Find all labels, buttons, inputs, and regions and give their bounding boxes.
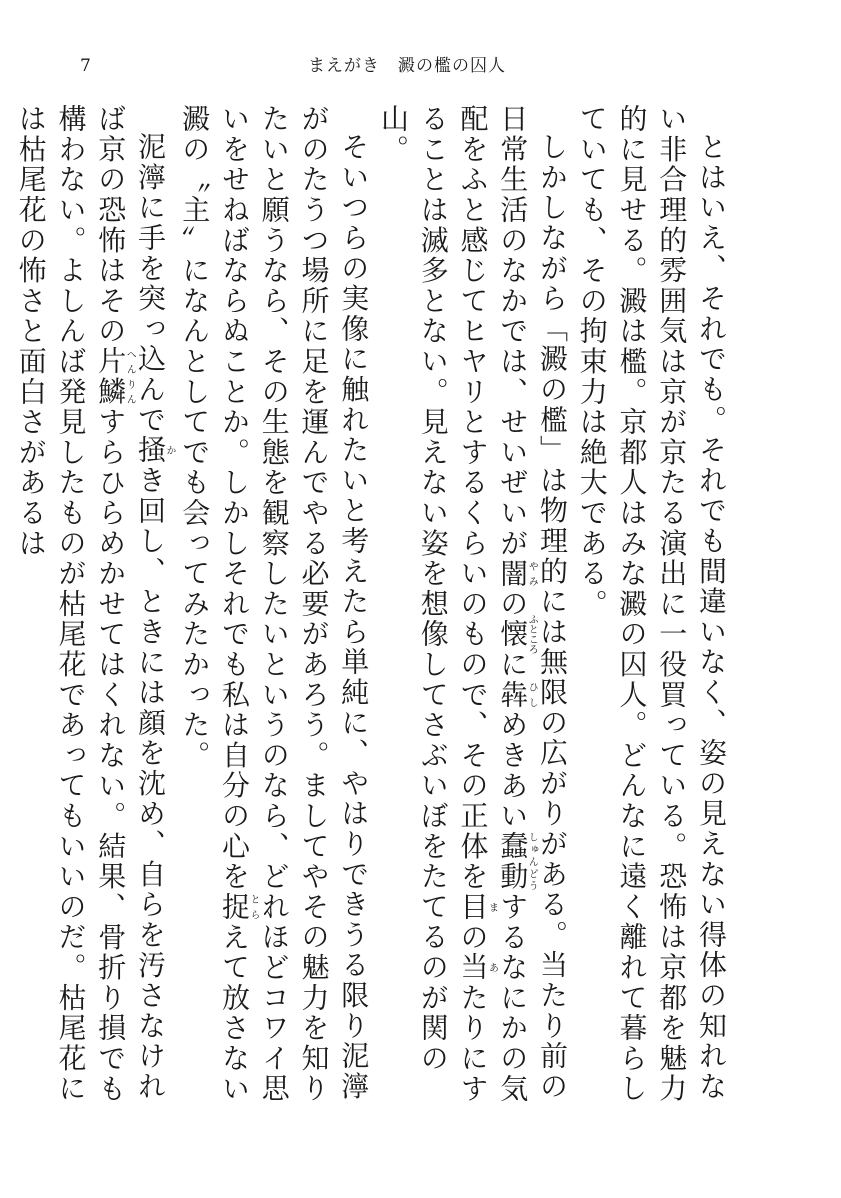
text-run: すらひらめかせてはくれない。結果、骨折り損でも構わない。よしんば発見したものが枯尾花であってもいいのだ。枯尾花には枯尾花の怖さと面白さがあるは bbox=[14, 104, 128, 1104]
ruby-reading: か bbox=[164, 435, 175, 466]
ruby-annotated-word bbox=[134, 435, 175, 466]
ruby-reading: あ bbox=[486, 952, 498, 983]
ruby-base: 捉 bbox=[218, 891, 251, 923]
ruby-annotated-word bbox=[94, 346, 136, 408]
ruby-annotated-word bbox=[218, 891, 259, 923]
ruby-annotated-word bbox=[456, 891, 498, 923]
text-run: 泥濘に手を突っ込んで bbox=[134, 132, 167, 435]
text-run: するなにかの気配をふと感じてヒヤリとするくらいのもので、その正体を bbox=[456, 104, 530, 1104]
text-run: の bbox=[456, 922, 490, 953]
ruby-reading: ま bbox=[486, 891, 498, 923]
ruby-annotated-word bbox=[496, 679, 538, 711]
ruby-reading: やみ bbox=[526, 558, 538, 589]
ruby-reading: へんりん bbox=[124, 346, 136, 407]
ruby-base: 当 bbox=[456, 952, 490, 983]
body-text bbox=[14, 104, 731, 1114]
text-run: えて放さない澱の〝主〟になんとしてでも会ってみたかった。 bbox=[178, 104, 251, 1104]
paragraph bbox=[175, 104, 374, 1114]
text-run: めきあい bbox=[496, 710, 530, 832]
text-run: そいつらの実像に触れたいと考えたら単純に、やはりできうる限り泥濘がのたうつ場所に足を運んでやる必要があろう。ましてやその魅力を知りたいと願うなら、その生態を観察したいというのなら、どれほどコワイ思いをせねばならぬことか。しかしそれでも私は自分の心を bbox=[218, 104, 371, 1104]
text-run: に bbox=[496, 649, 530, 680]
text-run: き回し、ときには顔を沈め、自らを汚さなければ京の恐怖はその bbox=[94, 104, 167, 1102]
ruby-reading: ふところ bbox=[526, 614, 538, 655]
ruby-annotated-word bbox=[496, 614, 538, 655]
ruby-annotated-word bbox=[496, 558, 538, 589]
ruby-base: 蠢動 bbox=[496, 831, 530, 892]
ruby-base: 懐 bbox=[496, 614, 530, 655]
text-run: の bbox=[496, 588, 530, 620]
ruby-reading: とら bbox=[248, 891, 259, 923]
page-number: 7 bbox=[80, 56, 91, 76]
ruby-reading: ひし bbox=[526, 679, 538, 711]
ruby-base: 犇 bbox=[496, 679, 530, 711]
ruby-base: 闇 bbox=[496, 558, 530, 589]
text-run: たりにすることは滅多とない。見えない姿を想像してさぶいぼをたてるのが関の山。 bbox=[377, 104, 490, 1104]
text-run: とはいえ、それでも。それでも間違いなく、姿の見えない得体の知れない非合理的雰囲気は京が京たる演出に一役買っている。恐怖は京都を魅力的に見せる。澱は檻。京都人はみな澱の囚人。どんなに遠く離れて暮らしていても、その拘束力は絶大である。 bbox=[575, 104, 728, 1104]
ruby-reading: しゅんどう bbox=[526, 831, 538, 892]
ruby-annotated-word bbox=[456, 952, 498, 983]
ruby-base: 目 bbox=[456, 891, 490, 923]
paragraph bbox=[373, 104, 572, 1114]
ruby-base: 掻 bbox=[134, 435, 167, 466]
running-head: まえがき 澱の檻の囚人 bbox=[308, 56, 506, 76]
ruby-annotated-word bbox=[496, 831, 538, 892]
paragraph bbox=[572, 104, 731, 1114]
ruby-base: 片鱗 bbox=[94, 346, 128, 408]
text-run: しかしながら「澱の檻」は物理的には無限の広がりがある。当たり前の日常生活のなかでは、せいぜいが bbox=[496, 104, 569, 1102]
paragraph bbox=[11, 104, 175, 1114]
